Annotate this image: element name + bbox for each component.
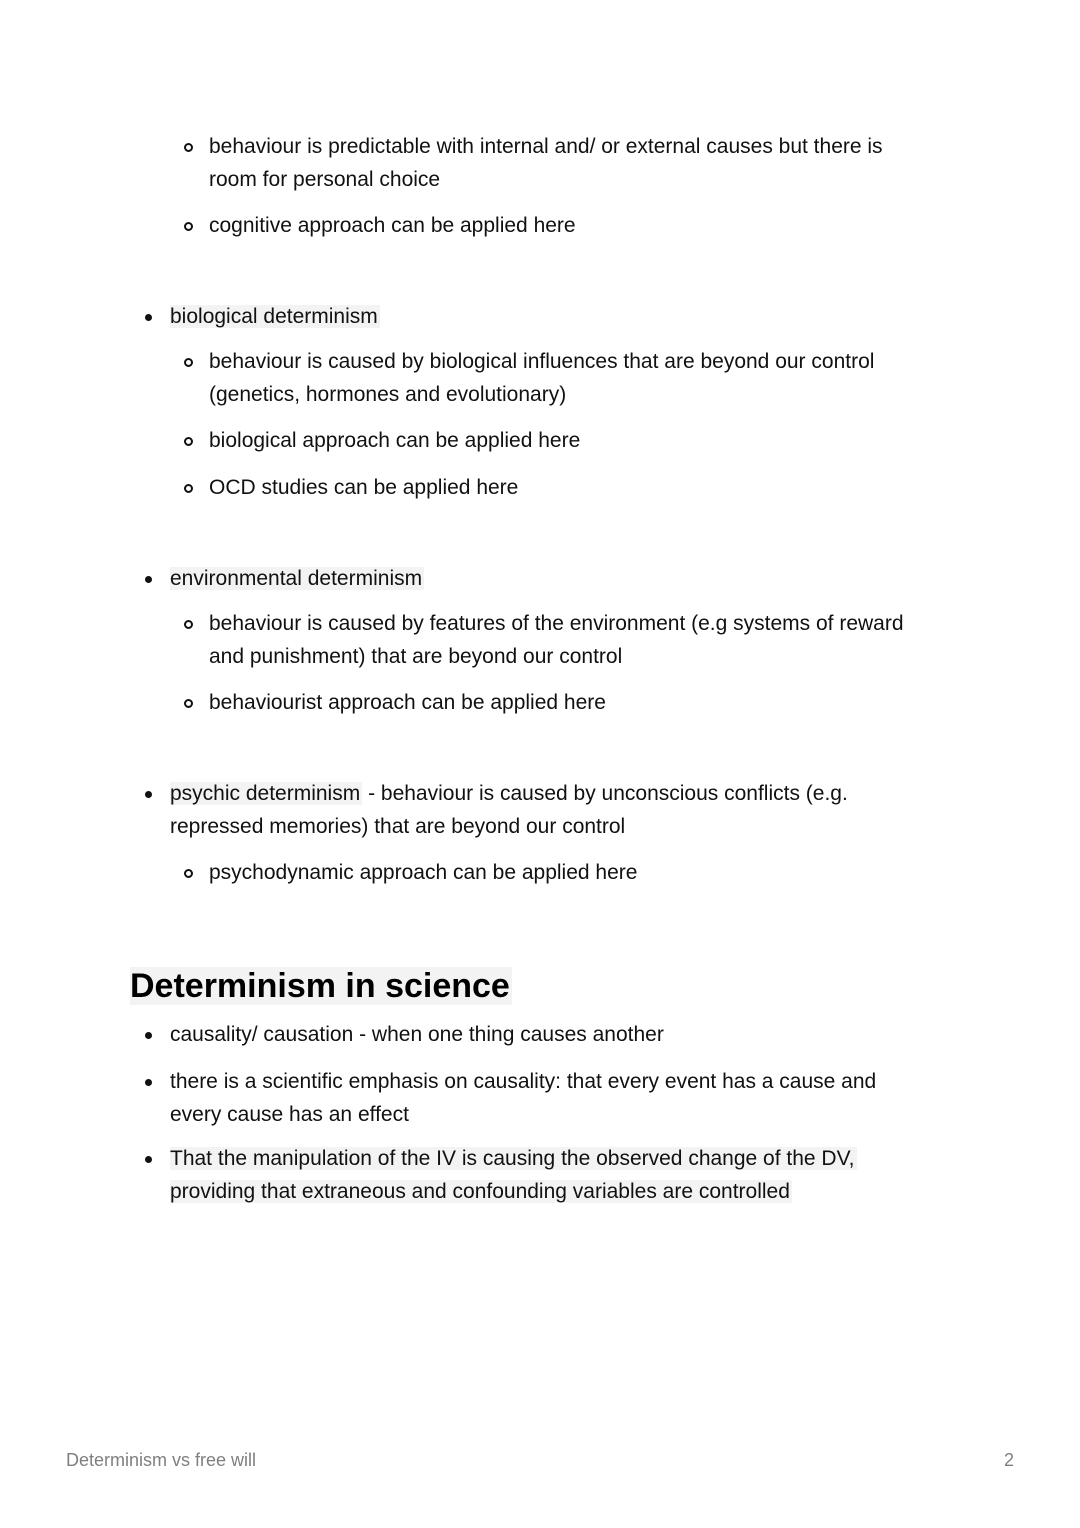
- bullet-icon: [145, 576, 152, 583]
- hollow-bullet-icon: [184, 358, 193, 367]
- list-item-line: behaviour is caused by features of the environment (e.g systems of reward: [209, 612, 904, 635]
- list-item-line: behaviourist approach can be applied here: [209, 691, 606, 714]
- bullet-icon: [145, 1079, 152, 1086]
- hollow-bullet-icon: [184, 699, 193, 708]
- hollow-bullet-icon: [184, 222, 193, 231]
- list-item-heading: [170, 562, 424, 595]
- hollow-bullet-icon: [184, 484, 193, 493]
- hollow-bullet-icon: [184, 143, 193, 152]
- list-item-line: (genetics, hormones and evolutionary): [209, 383, 567, 406]
- list-item-line: there is a scientific emphasis on causality: that every event has a cause and: [170, 1070, 877, 1093]
- bullet-icon: [145, 314, 152, 321]
- list-item-heading: [170, 777, 848, 810]
- list-item-line: behaviour is caused by biological influences that are beyond our control: [209, 350, 875, 373]
- list-item-line: and punishment) that are beyond our control: [209, 645, 623, 668]
- hollow-bullet-icon: [184, 869, 193, 878]
- list-item-line: That the manipulation of the IV is causing the observed change of the DV,: [170, 1147, 855, 1170]
- list-item-line: causality/ causation - when one thing causes another: [170, 1023, 664, 1046]
- list-item-line: providing that extraneous and confounding variables are controlled: [170, 1180, 790, 1203]
- list-item-line: biological approach can be applied here: [209, 429, 581, 452]
- bullet-icon: [145, 1156, 152, 1163]
- list-item-text: - behaviour is caused by unconscious conflicts (e.g.: [362, 782, 848, 805]
- highlighted-term: environmental determinism: [170, 567, 423, 590]
- list-item-line: cognitive approach can be applied here: [209, 214, 576, 237]
- highlighted-term: biological determinism: [170, 305, 378, 328]
- list-item-line: OCD studies can be applied here: [209, 476, 519, 499]
- highlighted-term: psychic determinism: [170, 782, 361, 805]
- list-item-line: repressed memories) that are beyond our control: [170, 815, 626, 838]
- bullet-icon: [145, 1032, 152, 1039]
- bullet-icon: [145, 791, 152, 798]
- section-heading: Determinism in science: [130, 967, 510, 1005]
- hollow-bullet-icon: [184, 437, 193, 446]
- list-item-line: psychodynamic approach can be applied here: [209, 861, 638, 884]
- hollow-bullet-icon: [184, 620, 193, 629]
- footer-title: Determinism vs free will: [66, 1450, 257, 1470]
- list-item-heading: [170, 300, 380, 333]
- list-item-line: room for personal choice: [209, 168, 441, 191]
- list-item-line: behaviour is predictable with internal and/ or external causes but there is: [209, 135, 883, 158]
- list-item-line: every cause has an effect: [170, 1103, 409, 1126]
- page-number: 2: [1004, 1450, 1015, 1470]
